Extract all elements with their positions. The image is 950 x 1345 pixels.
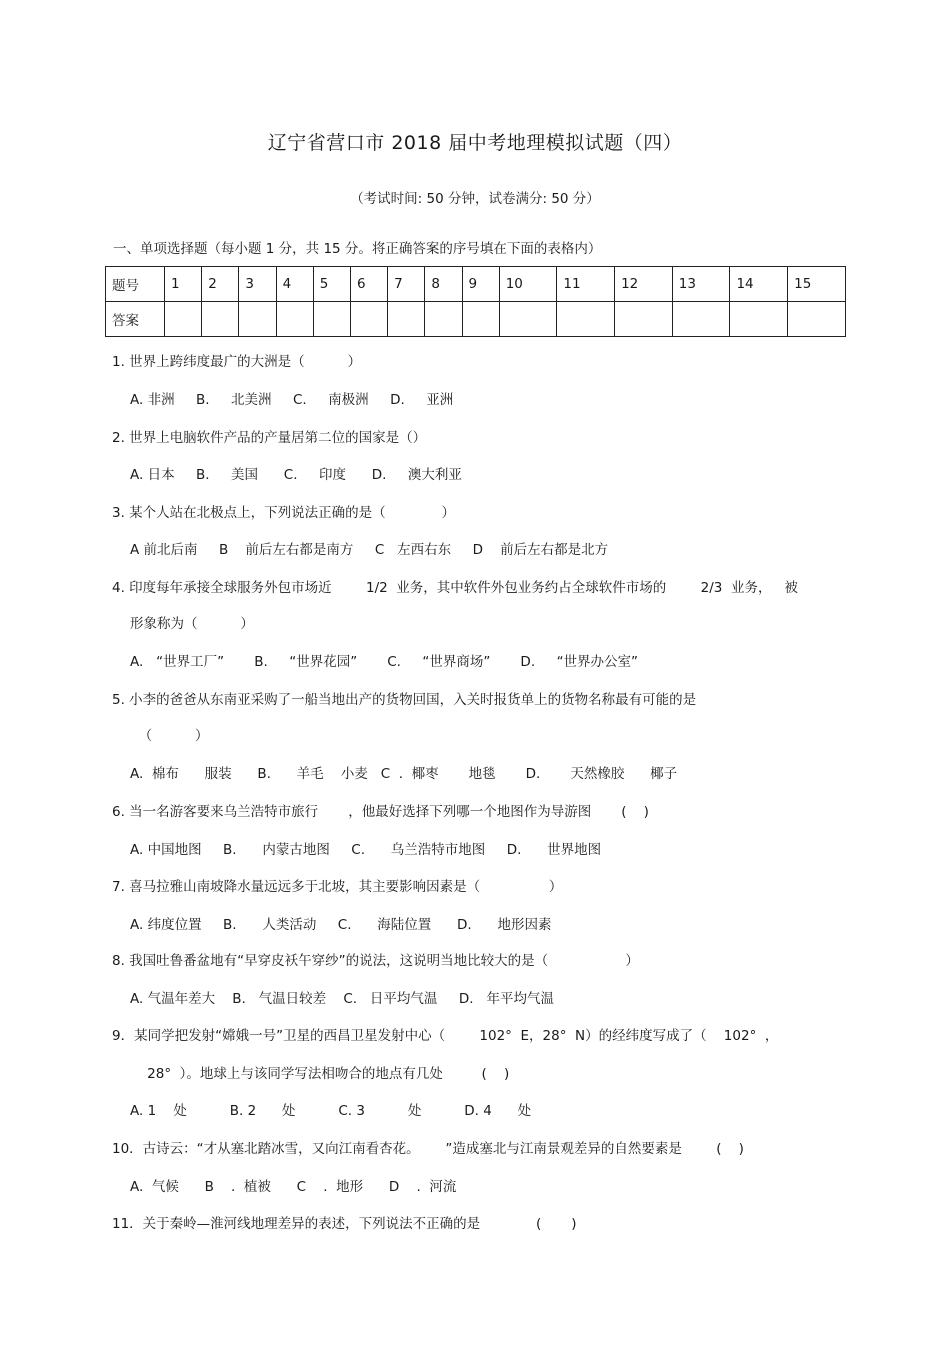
question-8: 8. 我国吐鲁番盆地有“早穿皮袄午穿纱”的说法，这说明当地比较大的是（ ） — [112, 953, 639, 969]
question-8-options: A. 气温年差大 B. 气温日较差 C. 日平均气温 D. 年平均气温 — [130, 991, 554, 1007]
question-number-cell: 13 — [672, 267, 730, 302]
question-5: 5. 小李的爸爸从东南亚采购了一船当地出产的货物回国，入关时报货单上的货物名称最有可能的是 — [112, 692, 697, 708]
question-4: 4. 印度每年承接全球服务外包市场近 1/2 业务，其中软件外包业务约占全球软件市场的 2/3 业务， 被 — [112, 580, 798, 596]
answer-cell[interactable] — [499, 302, 557, 337]
question-5-options: A. 棉布 服装 B. 羊毛 小麦 C . 椰枣 地毯 D. 天然橡胶 椰子 — [130, 766, 678, 782]
row-label-number: 题号 — [106, 267, 165, 302]
answer-cell[interactable] — [730, 302, 788, 337]
answer-cell[interactable] — [276, 302, 313, 337]
question-11: 11．关于秦岭—淮河线地理差异的表述，下列说法不正确的是 ( ) — [112, 1216, 577, 1232]
question-number-cell: 12 — [615, 267, 673, 302]
answer-cell[interactable] — [388, 302, 425, 337]
question-number-row — [106, 267, 846, 302]
question-2: 2. 世界上电脑软件产品的产量居第二位的国家是（） — [112, 430, 427, 446]
question-4-options: A. “世界工厂” B. “世界花园” C. “世界商场” D. “世界办公室” — [130, 654, 639, 670]
question-number-cell: 8 — [425, 267, 462, 302]
question-number-cell: 4 — [276, 267, 313, 302]
answer-cell[interactable] — [350, 302, 387, 337]
question-number-cell: 1 — [165, 267, 202, 302]
question-3-options: A 前北后南 B 前后左右都是南方 C 左西右东 D 前后左右都是北方 — [130, 542, 609, 558]
row-label-answer: 答案 — [106, 302, 165, 337]
answer-table — [105, 266, 846, 337]
question-9: 9．某同学把发射“嫦娥一号”卫星的西昌卫星发射中心（ 102° E，28° N）的经纬度写成了（ 102° ， — [112, 1028, 779, 1044]
question-number-cell: 3 — [239, 267, 276, 302]
question-10-options: A. 气候 B . 植被 C . 地形 D . 河流 — [130, 1179, 457, 1195]
answer-cell[interactable] — [615, 302, 673, 337]
question-number-cell: 14 — [730, 267, 788, 302]
question-number-cell: 9 — [462, 267, 499, 302]
question-number-cell: 10 — [499, 267, 557, 302]
answer-cell[interactable] — [239, 302, 276, 337]
question-number-cell: 15 — [788, 267, 846, 302]
question-3: 3. 某个人站在北极点上，下列说法正确的是（ ） — [112, 505, 455, 521]
question-number-cell: 6 — [350, 267, 387, 302]
question-1-options: A. 非洲 B. 北美洲 C. 南极洲 D. 亚洲 — [130, 392, 454, 408]
answer-cell[interactable] — [425, 302, 462, 337]
answer-cell[interactable] — [313, 302, 350, 337]
exam-info: （考试时间: 50 分钟，试卷满分: 50 分） — [350, 191, 600, 207]
answer-row — [106, 302, 846, 337]
question-6-options: A. 中国地图 B. 内蒙古地图 C. 乌兰浩特市地图 D. 世界地图 — [130, 842, 602, 858]
question-5-continued: （ ） — [130, 728, 209, 744]
question-1: 1. 世界上跨纬度最广的大洲是（ ） — [112, 354, 362, 370]
answer-cell[interactable] — [462, 302, 499, 337]
question-number-cell: 7 — [388, 267, 425, 302]
answer-cell[interactable] — [165, 302, 202, 337]
question-4-continued: 形象称为（ ） — [130, 616, 254, 632]
question-number-cell: 2 — [202, 267, 239, 302]
answer-cell[interactable] — [202, 302, 239, 337]
question-9-options: A. 1 处 B. 2 处 C. 3 处 D. 4 处 — [130, 1103, 532, 1119]
answer-cell[interactable] — [557, 302, 615, 337]
section-heading: 一、单项选择题（每小题 1 分，共 15 分。将正确答案的序号填在下面的表格内） — [113, 241, 602, 257]
page-title: 辽宁省营口市 2018 届中考地理模拟试题（四） — [267, 132, 683, 154]
question-10: 10．古诗云：“才从塞北踏冰雪，又向江南看杏花。 ”造成塞北与江南景观差异的自然要素是 ( ) — [112, 1141, 744, 1157]
question-number-cell: 11 — [557, 267, 615, 302]
question-7-options: A. 纬度位置 B. 人类活动 C. 海陆位置 D. 地形因素 — [130, 917, 552, 933]
question-number-cell: 5 — [313, 267, 350, 302]
answer-cell[interactable] — [788, 302, 846, 337]
question-2-options: A. 日本 B. 美国 C. 印度 D. 澳大利亚 — [130, 467, 462, 483]
question-6: 6. 当一名游客要来乌兰浩特市旅行 ，他最好选择下列哪一个地图作为导游图 ( ) — [112, 804, 649, 820]
answer-cell[interactable] — [672, 302, 730, 337]
question-9-continued: 28° ）。地球上与该同学写法相吻合的地点有几处 ( ) — [130, 1066, 510, 1082]
question-7: 7. 喜马拉雅山南坡降水量远远多于北坡，其主要影响因素是（ ） — [112, 879, 563, 895]
